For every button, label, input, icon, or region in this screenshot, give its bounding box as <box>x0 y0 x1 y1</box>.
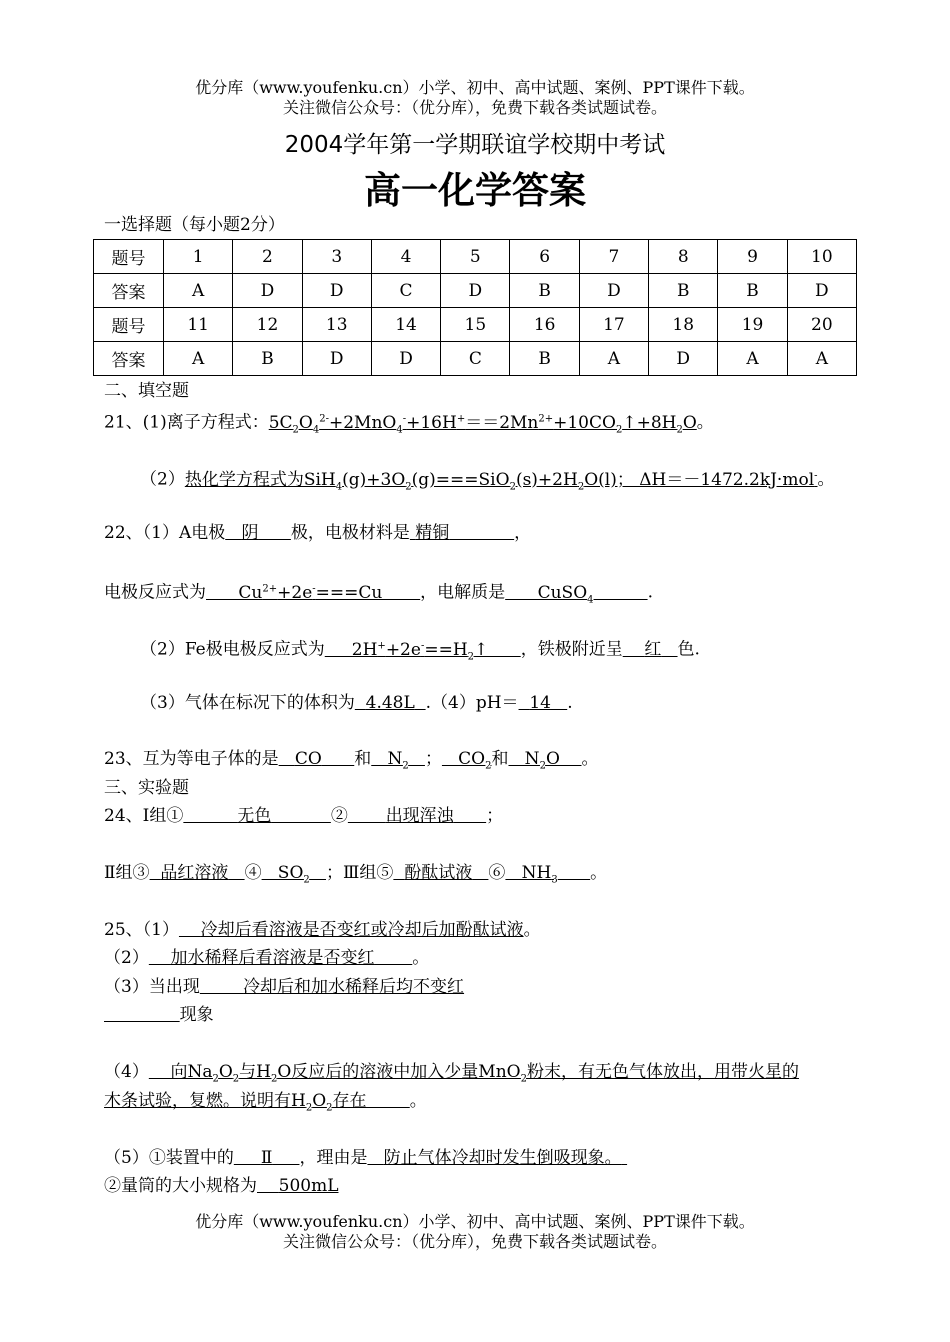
q24-1-a: 24、Ⅰ组① <box>104 806 184 826</box>
q21-1-equation: $5C_2O_4^{2-}+2MnO_4^-+16H^+==2Mn^{2+}+10CO_2↑+8H_2O$ <box>268 412 697 436</box>
q25-6-b: 500mL <box>278 1176 339 1196</box>
table-cell: A <box>787 342 856 376</box>
q22-2-a: 电极反应式为 <box>104 582 206 603</box>
table-label-ans: 答案 <box>94 342 164 376</box>
table-cell: 17 <box>579 308 648 342</box>
q22-4-b-wrap <box>355 693 426 713</box>
table-cell: A <box>718 342 787 376</box>
q25-4-c-wrap: 木条试验，复燃。说明有$H_2O_2$存在 <box>104 1091 410 1114</box>
q25-4-d: 。 <box>409 1091 427 1111</box>
table-cell: D <box>233 274 302 308</box>
table-cell: 18 <box>649 308 718 342</box>
q25-1 <box>104 919 541 941</box>
q22-1-a: 22、（1）A电极 <box>104 523 226 543</box>
table-cell: B <box>510 274 579 308</box>
section2-heading: 二、填空题 <box>104 381 189 401</box>
q25-2-b-wrap <box>149 948 412 968</box>
table-cell: 9 <box>718 240 787 274</box>
q23-b-wrap <box>279 749 355 769</box>
q25-6-a: ②量筒的大小规格为 <box>104 1176 257 1196</box>
table-cell: 12 <box>233 308 302 342</box>
header-line-1: 优分库（www.youfenku.cn）小学、初中、高中试题、案例、PPT课件下载。 <box>195 78 755 97</box>
q21-1-prefix: 21、(1)离子方程式： <box>104 412 269 433</box>
q25-5-d-wrap <box>367 1148 627 1168</box>
q22-3-d: 红 <box>644 639 662 660</box>
table-cell: A <box>579 342 648 376</box>
table-cell: B <box>510 342 579 376</box>
table-cell: 15 <box>441 308 510 342</box>
table-label-num: 题号 <box>94 240 164 274</box>
footer-line-2: 关注微信公众号：（优分库），免费下载各类试题试卷。 <box>282 1232 667 1251</box>
q22-3-b-wrap: $2H^++2e^-==H_2↑$ <box>324 639 521 663</box>
table-cell: 7 <box>579 240 648 274</box>
q23-f-wrap: $CO_2$ <box>441 749 492 772</box>
q24-2-b-wrap <box>150 863 245 883</box>
q22-2-b-wrap: $Cu^{2+}+2e^-===Cu$ <box>206 582 421 603</box>
q22-4-c: .（4）pH＝ <box>425 693 519 713</box>
table-cell: B <box>718 274 787 308</box>
q22-4-e: . <box>567 693 573 713</box>
q25-1-b: 冷却后看溶液是否变红或冷却后加酚酞试液 <box>200 920 524 940</box>
q21-2 <box>140 465 835 498</box>
q25-5-a: （5）①装置中的 <box>104 1148 234 1168</box>
q22-4-d-wrap <box>519 693 568 713</box>
table-cell: 10 <box>787 240 856 274</box>
q22-2 <box>104 578 653 611</box>
q25-5-c: ，理由是 <box>299 1148 368 1168</box>
q22-4-d: 14 <box>529 693 551 713</box>
q23 <box>104 748 599 777</box>
q25-3-a: （3）当出现 <box>104 977 200 997</box>
q21-2-equation: 热化学方程式为$SiH_4(g)+3O_2(g)===SiO_2(s)+2H_2O(l)$； ΔH＝－1472.2kJ·mol- <box>184 469 818 493</box>
q25-5-d: 防止气体冷却时发生倒吸现象。 <box>383 1148 622 1168</box>
q25-3-c: 现象 <box>179 1005 214 1025</box>
q25-2-a: （2） <box>104 948 149 968</box>
q22-3-e: 色. <box>677 639 700 660</box>
table-cell: 1 <box>164 240 233 274</box>
q25-2-c: 。 <box>412 948 430 968</box>
q22-3-d-wrap <box>623 640 678 660</box>
q23-b: CO <box>294 749 322 769</box>
q22-1-b: 阴 <box>241 523 259 543</box>
q22-4-a: （3）气体在标况下的体积为 <box>140 693 355 713</box>
table-cell: 19 <box>718 308 787 342</box>
table-row <box>94 308 857 342</box>
q25-4-b-wrap: 向$Na_2O_2$与$H_2O$反应后的溶液中加入少量MnO$_2$粉末，有无色气体放出，用带火星的 <box>148 1062 799 1085</box>
q25-6 <box>104 1175 338 1197</box>
q24-1-c: ② <box>330 806 348 826</box>
q25-6-b-wrap <box>257 1176 338 1196</box>
exam-title: 2004学年第一学期联谊学校期中考试 <box>284 132 666 158</box>
q25-4-cont <box>104 1090 427 1119</box>
q24-2 <box>104 862 607 891</box>
q24-2-g: ⑥ <box>488 863 506 883</box>
q24-1 <box>104 805 503 827</box>
q24-2-e: ；Ⅲ组⑤ <box>325 863 394 883</box>
q23-i: 。 <box>581 749 599 769</box>
q23-d-wrap: $N_2$ <box>371 749 409 772</box>
table-cell: 13 <box>302 308 371 342</box>
q23-e: ； <box>424 749 442 769</box>
q24-2-a: Ⅱ组③ <box>104 863 150 883</box>
q23-h-wrap: $N_2O$ <box>508 749 582 772</box>
q24-2-b: 品红溶液 <box>160 863 229 883</box>
q22-1-c: 极，电极材料是 <box>290 523 410 543</box>
q25-5-b-wrap <box>234 1148 300 1168</box>
q21-2-end: 。 <box>817 469 835 490</box>
q24-1-d: 出现浑浊 <box>385 806 454 826</box>
table-cell: 8 <box>649 240 718 274</box>
q25-2-b: 加水稀释后看溶液是否变红 <box>170 948 375 968</box>
table-cell: D <box>579 274 648 308</box>
q24-2-i: 。 <box>590 863 608 883</box>
table-cell: 6 <box>510 240 579 274</box>
table-cell: 3 <box>302 240 371 274</box>
q22-2-d-wrap: CuSO$_4$ <box>505 582 594 606</box>
subject-title: 高一化学答案 <box>364 169 586 212</box>
table-cell: D <box>302 274 371 308</box>
table-cell: 2 <box>233 240 302 274</box>
table-label-num: 题号 <box>94 308 164 342</box>
q24-2-f: 酚酞试液 <box>404 863 473 883</box>
table-cell: A <box>164 274 233 308</box>
q25-5-b: Ⅱ <box>260 1148 273 1168</box>
table-cell: 16 <box>510 308 579 342</box>
q24-2-h-wrap: $NH_3$ <box>505 863 558 886</box>
table-row <box>94 274 857 308</box>
table-cell: 4 <box>371 240 440 274</box>
q23-c: 和 <box>354 749 372 769</box>
header-line-2: 关注微信公众号：（优分库），免费下载各类试题试卷。 <box>282 98 667 117</box>
q22-1-d: 精铜 <box>415 523 450 543</box>
q22-1 <box>104 522 531 544</box>
table-cell: D <box>787 274 856 308</box>
q25-1-b-wrap <box>179 920 524 940</box>
table-cell: A <box>164 342 233 376</box>
q22-1-d-wrap <box>410 523 514 543</box>
q25-4-a: （4） <box>104 1062 149 1082</box>
q21-1 <box>104 408 714 441</box>
table-cell: 5 <box>441 240 510 274</box>
q22-3-c: ，铁极附近呈 <box>520 639 623 660</box>
q22-2-e: . <box>647 582 653 603</box>
section1-heading: 一选择题（每小题2分） <box>104 215 285 235</box>
table-cell: D <box>649 342 718 376</box>
q24-1-d-wrap <box>348 806 486 826</box>
table-cell: B <box>233 342 302 376</box>
q24-1-b-wrap <box>183 806 331 826</box>
answer-table <box>93 239 857 376</box>
q21-2-prefix: （2） <box>140 469 185 490</box>
q25-3-cont <box>104 1004 214 1026</box>
q25-3-blank <box>104 1005 180 1025</box>
q22-2-c: ，电解质是 <box>420 582 506 603</box>
q22-4-b: 4.48L <box>365 693 415 713</box>
q25-2 <box>104 947 429 969</box>
table-row <box>94 342 857 376</box>
q24-2-c: ④ <box>244 863 262 883</box>
table-cell: D <box>302 342 371 376</box>
q24-1-e: ； <box>486 806 504 826</box>
q23-g: 和 <box>491 749 509 769</box>
table-cell: 14 <box>371 308 440 342</box>
table-cell: 11 <box>164 308 233 342</box>
q25-3 <box>104 976 464 998</box>
footer-line-1: 优分库（www.youfenku.cn）小学、初中、高中试题、案例、PPT课件下载。 <box>195 1212 755 1231</box>
q22-3-a: （2）Fe极电极反应式为 <box>140 639 325 660</box>
table-cell: 20 <box>787 308 856 342</box>
table-cell: D <box>441 274 510 308</box>
table-cell: C <box>441 342 510 376</box>
section3-heading: 三、实验题 <box>104 778 189 798</box>
table-cell: B <box>649 274 718 308</box>
q22-4 <box>140 692 573 714</box>
q24-2-f-wrap <box>393 863 488 883</box>
q25-3-b: 冷却后和加水稀释后均不变红 <box>243 977 465 997</box>
table-cell: D <box>371 342 440 376</box>
q25-1-c: 。 <box>523 920 541 940</box>
table-cell: C <box>371 274 440 308</box>
q25-3-b-wrap <box>200 977 464 997</box>
table-label-ans: 答案 <box>94 274 164 308</box>
q25-5 <box>104 1147 627 1169</box>
q25-4 <box>104 1061 799 1090</box>
q22-1-b-wrap <box>225 523 291 543</box>
q22-3 <box>140 635 700 668</box>
q23-a: 23、互为等电子体的是 <box>104 749 279 769</box>
q24-2-d-wrap: $SO_2$ <box>261 863 310 886</box>
q24-1-b: 无色 <box>237 806 272 826</box>
q22-1-e: ， <box>514 523 532 543</box>
table-row <box>94 240 857 274</box>
q21-1-end: 。 <box>696 412 714 433</box>
q25-1-a: 25、（1） <box>104 920 179 940</box>
